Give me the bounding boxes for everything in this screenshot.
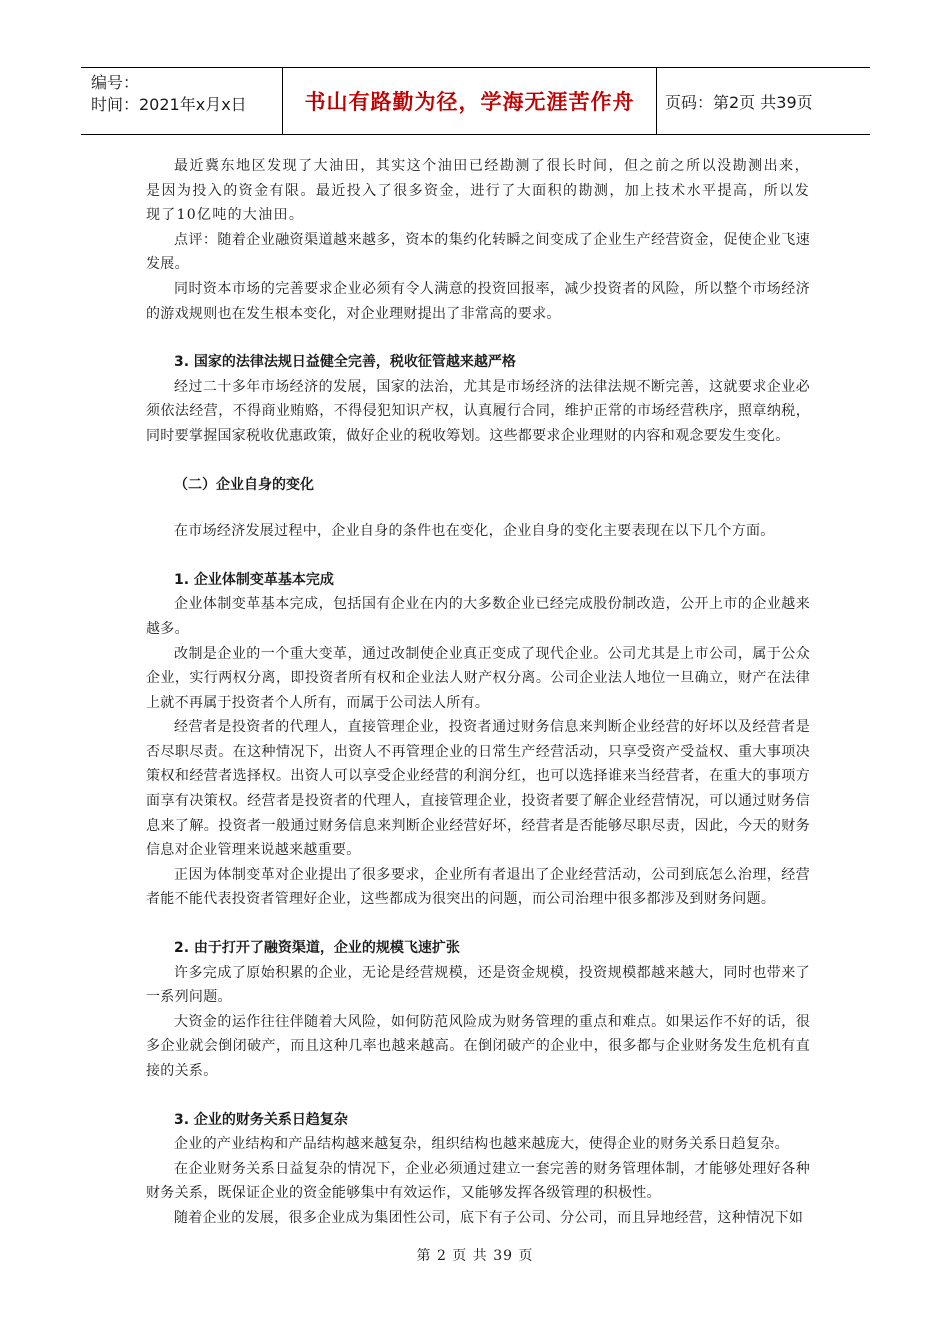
- paragraph: 许多完成了原始积累的企业，无论是经营规模，还是资金规模，投资规模都越来越大，同时也带来了一系列问题。: [146, 964, 810, 1006]
- section-heading: 2. 由于打开了融资渠道，企业的规模飞速扩张: [174, 940, 460, 957]
- document-body: [146, 154, 810, 1231]
- section-heading: （二）企业自身的变化: [174, 476, 314, 493]
- page-footer: 第 2 页 共 39 页: [416, 1248, 534, 1264]
- header-motto: 书山有路勤为径，学海无涯苦作舟: [283, 68, 657, 134]
- paragraph: 经过二十多年市场经济的发展，国家的法治，尤其是市场经济的法律法规不断完善，这就要求企业必须依法经营，不得商业贿赂，不得侵犯知识产权，认真履行合同，维护正常的市场经营秩序，照章纳税，同时要掌握国家税收优惠政策，做好企业的税收筹划。这些都要求企业理财的内容和观念要发生变化。: [146, 378, 810, 444]
- paragraph: 点评：随着企业融资渠道越来越多，资本的集约化转瞬之间变成了企业生产经营资金，促使企业飞速发展。: [146, 231, 810, 273]
- section-heading: 3. 企业的财务关系日趋复杂: [174, 1111, 348, 1128]
- paragraph: 正因为体制变革对企业提出了很多要求，企业所有者退出了企业经营活动，公司到底怎么治理，经营者能不能代表投资者管理好企业，这些都成为很突出的问题，而公司治理中很多都涉及到财务问题。: [146, 866, 810, 908]
- paragraph: 随着企业的发展，很多企业成为集团性公司，底下有子公司、分公司，而且异地经营，这种情况下如: [174, 1209, 804, 1226]
- paragraph: 企业体制变革基本完成，包括国有企业在内的大多数企业已经完成股份制改造，公开上市的企业越来越多。: [146, 596, 810, 637]
- paragraph: 改制是企业的一个重大变革，通过改制使企业真正变成了现代企业。公司尤其是上市公司，属于公众企业，实行两权分离，即投资者所有权和企业法人财产权分离。公司企业法人地位一旦确立，财产在法律上就不再属于投资者个人所有，而属于公司法人所有。: [146, 645, 810, 711]
- paragraph: 在市场经济发展过程中，企业自身的条件也在变化，企业自身的变化主要表现在以下几个方面。: [174, 523, 775, 540]
- paragraph: 同时资本市场的完善要求企业必须有令人满意的投资回报率，减少投资者的风险，所以整个市场经济的游戏规则也在发生根本变化，对企业理财提出了非常高的要求。: [146, 280, 810, 322]
- header-page-info: 页码：第2页 共39页: [665, 92, 813, 112]
- paragraph: 经营者是投资者的代理人，直接管理企业，投资者通过财务信息来判断企业经营的好坏以及经营者是否尽职尽责。在这种情况下，出资人不再管理企业的日常生产经营活动，只享受资产受益权、重大事项决策权和经营者选择权。出资人可以享受企业经营的利润分红，也可以选择谁来当经营者，在重大的事项方面享有决策权。经营者是投资者的代理人，直接管理企业，投资者要了解企业经营情况，可以通过财务信息来了解。投资者一般通过财务信息来判断企业经营好坏，经营者是否能够尽职尽责，因此，今天的财务信息对企业管理来说越来越重要。: [146, 719, 810, 859]
- paragraph: 大资金的运作往往伴随着大风险，如何防范风险成为财务管理的重点和难点。如果运作不好的话，很多企业就会倒闭破产，而且这种几率也越来越高。在倒闭破产的企业中，很多都与企业财务发生危机有直接的关系。: [146, 1013, 810, 1079]
- section-heading: 3. 国家的法律法规日益健全完善，税收征管越来越严格: [174, 354, 516, 371]
- number-label: 编号：: [91, 73, 140, 92]
- document-header: [81, 67, 870, 135]
- paragraph: 最近冀东地区发现了大油田，其实这个油田已经勘测了很长时间，但之前之所以没勘测出来，是因为投入的资金有限。最近投入了很多资金，进行了大面积的勘测，加上技术水平提高，所以发现了10亿吨的大油田。: [146, 158, 810, 224]
- paragraph: 在企业财务关系日益复杂的情况下，企业必须通过建立一套完善的财务管理体制，才能够处理好各种财务关系，既保证企业的资金能够集中有效运作，又能够发挥各级管理的积极性。: [146, 1160, 810, 1202]
- section-heading: 1. 企业体制变革基本完成: [174, 571, 334, 588]
- header-meta-cell: [81, 68, 283, 134]
- paragraph: 企业的产业结构和产品结构越来越复杂，组织结构也越来越庞大，使得企业的财务关系日趋复杂。: [174, 1136, 789, 1153]
- time-label: 时间：2021年x月x日: [91, 95, 247, 114]
